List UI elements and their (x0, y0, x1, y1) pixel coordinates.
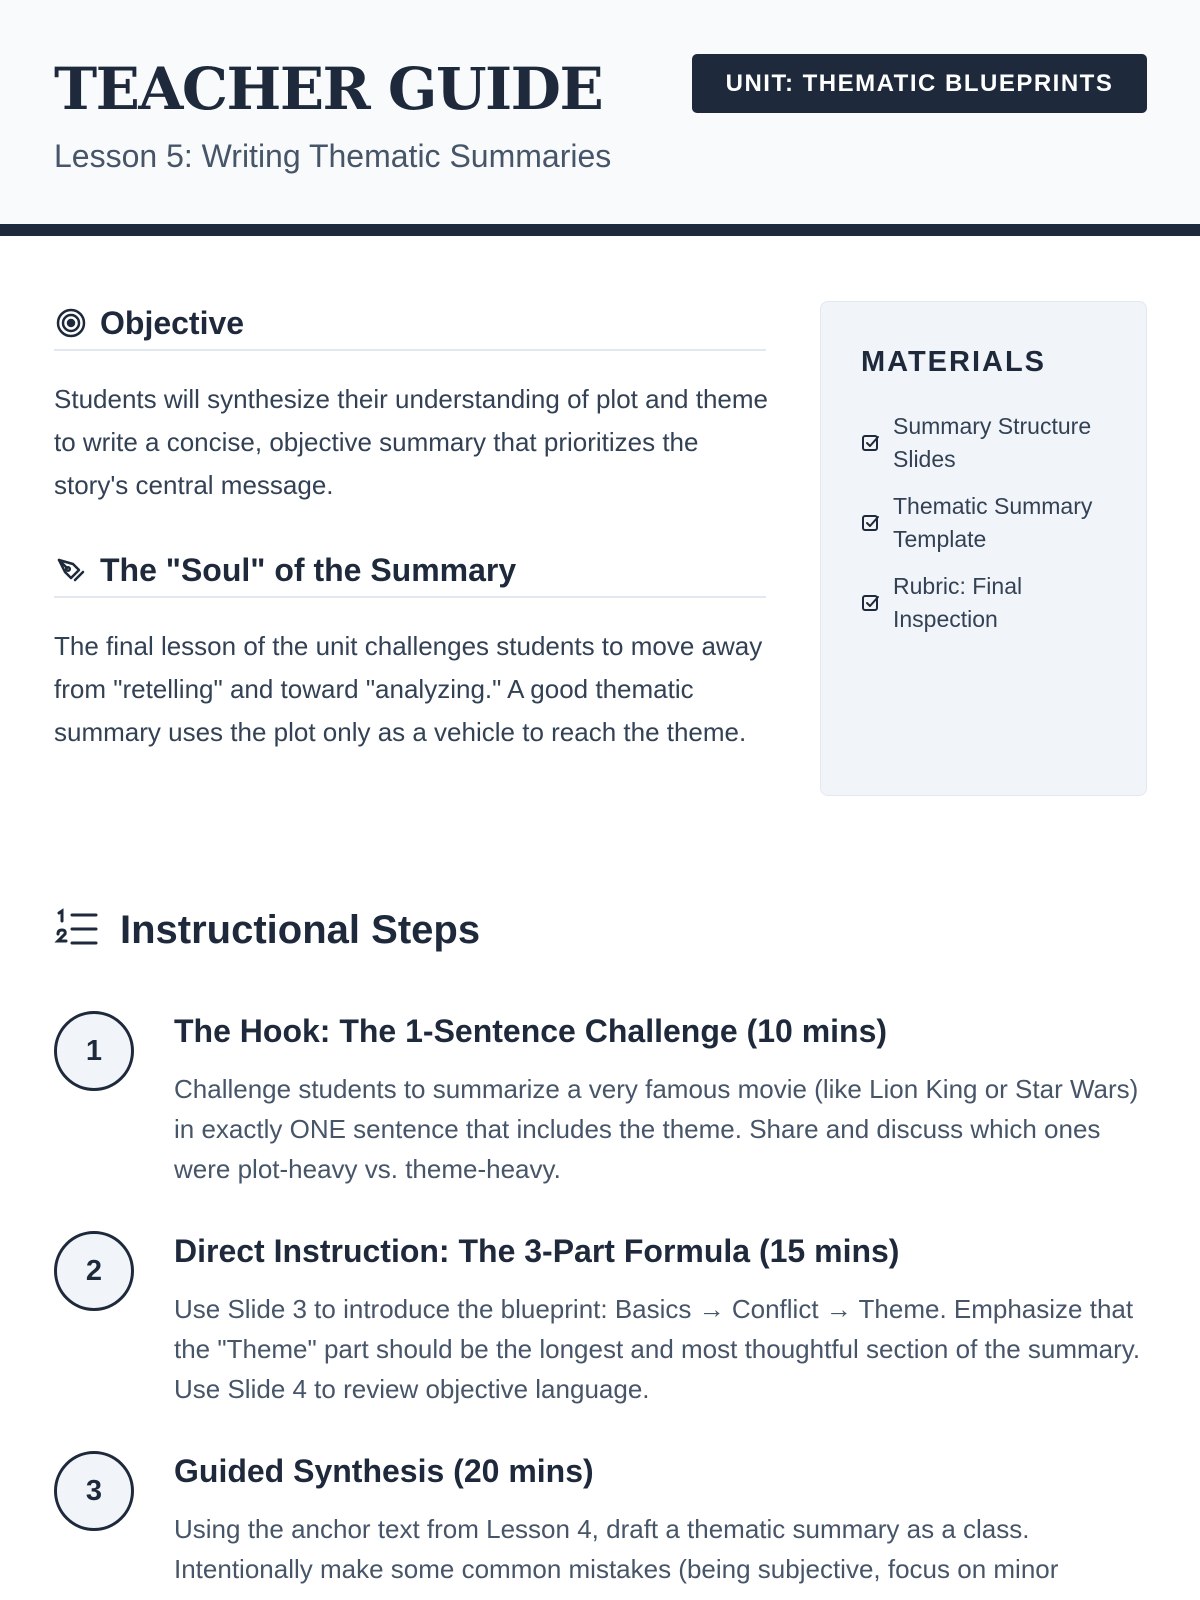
checkbox-icon (861, 513, 881, 533)
step-number-badge: 2 (54, 1231, 134, 1311)
page-title: TEACHER GUIDE (54, 55, 603, 123)
step-number-badge: 3 (54, 1451, 134, 1531)
soul-header (54, 544, 766, 598)
checkbox-icon (861, 433, 881, 453)
material-item (861, 570, 1131, 636)
unit-badge: UNIT: THEMATIC BLUEPRINTS (692, 54, 1147, 113)
step-title: Guided Synthesis (20 mins) (174, 1453, 594, 1489)
steps-header (54, 900, 480, 960)
materials-panel (820, 301, 1147, 796)
steps-heading: Instructional Steps (120, 907, 481, 952)
material-label: Thematic Summary Template (893, 493, 1093, 552)
material-label: Rubric: Final Inspection (893, 573, 1023, 632)
checkbox-icon (861, 593, 881, 613)
material-label: Summary Structure Slides (893, 413, 1092, 472)
step-title: Direct Instruction: The 3-Part Formula (15 mins) (174, 1233, 900, 1269)
step-description: Using the anchor text from Lesson 4, draft a thematic summary as a class. Intentionally make some common mistakes (being subjective, focus on minor (174, 1514, 1059, 1584)
step-number-badge: 1 (54, 1011, 134, 1091)
lesson-subtitle: Lesson 5: Writing Thematic Summaries (54, 138, 612, 174)
numbered-list-icon (54, 906, 102, 954)
material-item (861, 410, 1131, 476)
materials-heading: MATERIALS (861, 346, 1047, 378)
target-icon (54, 306, 88, 340)
objective-header (54, 297, 766, 351)
soul-heading: The "Soul" of the Summary (100, 551, 517, 588)
soul-text: The final lesson of the unit challenges students to move away from "retelling" and toward "analyzing." A good thematic summary uses the plot only as a vehicle to reach the theme. (54, 631, 763, 747)
objective-heading: Objective (100, 304, 245, 341)
step-title: The Hook: The 1-Sentence Challenge (10 mins) (174, 1013, 888, 1049)
header (0, 0, 1200, 236)
step-description: Challenge students to summarize a very famous movie (like Lion King or Star Wars) in exactly ONE sentence that includes the theme. Share and discuss which ones were plot-heavy vs. theme-heavy. (174, 1074, 1139, 1184)
step-description: Use Slide 3 to introduce the blueprint: Basics → Conflict → Theme. Emphasize that the "Theme" part should be the longest and most thoughtful section of the summary. Use Slide 4 to review objective language. (174, 1294, 1141, 1404)
pen-tool-icon (54, 553, 88, 587)
objective-text: Students will synthesize their understanding of plot and theme to write a concise, objective summary that prioritizes the story's central message. (54, 384, 768, 500)
material-item (861, 490, 1131, 556)
